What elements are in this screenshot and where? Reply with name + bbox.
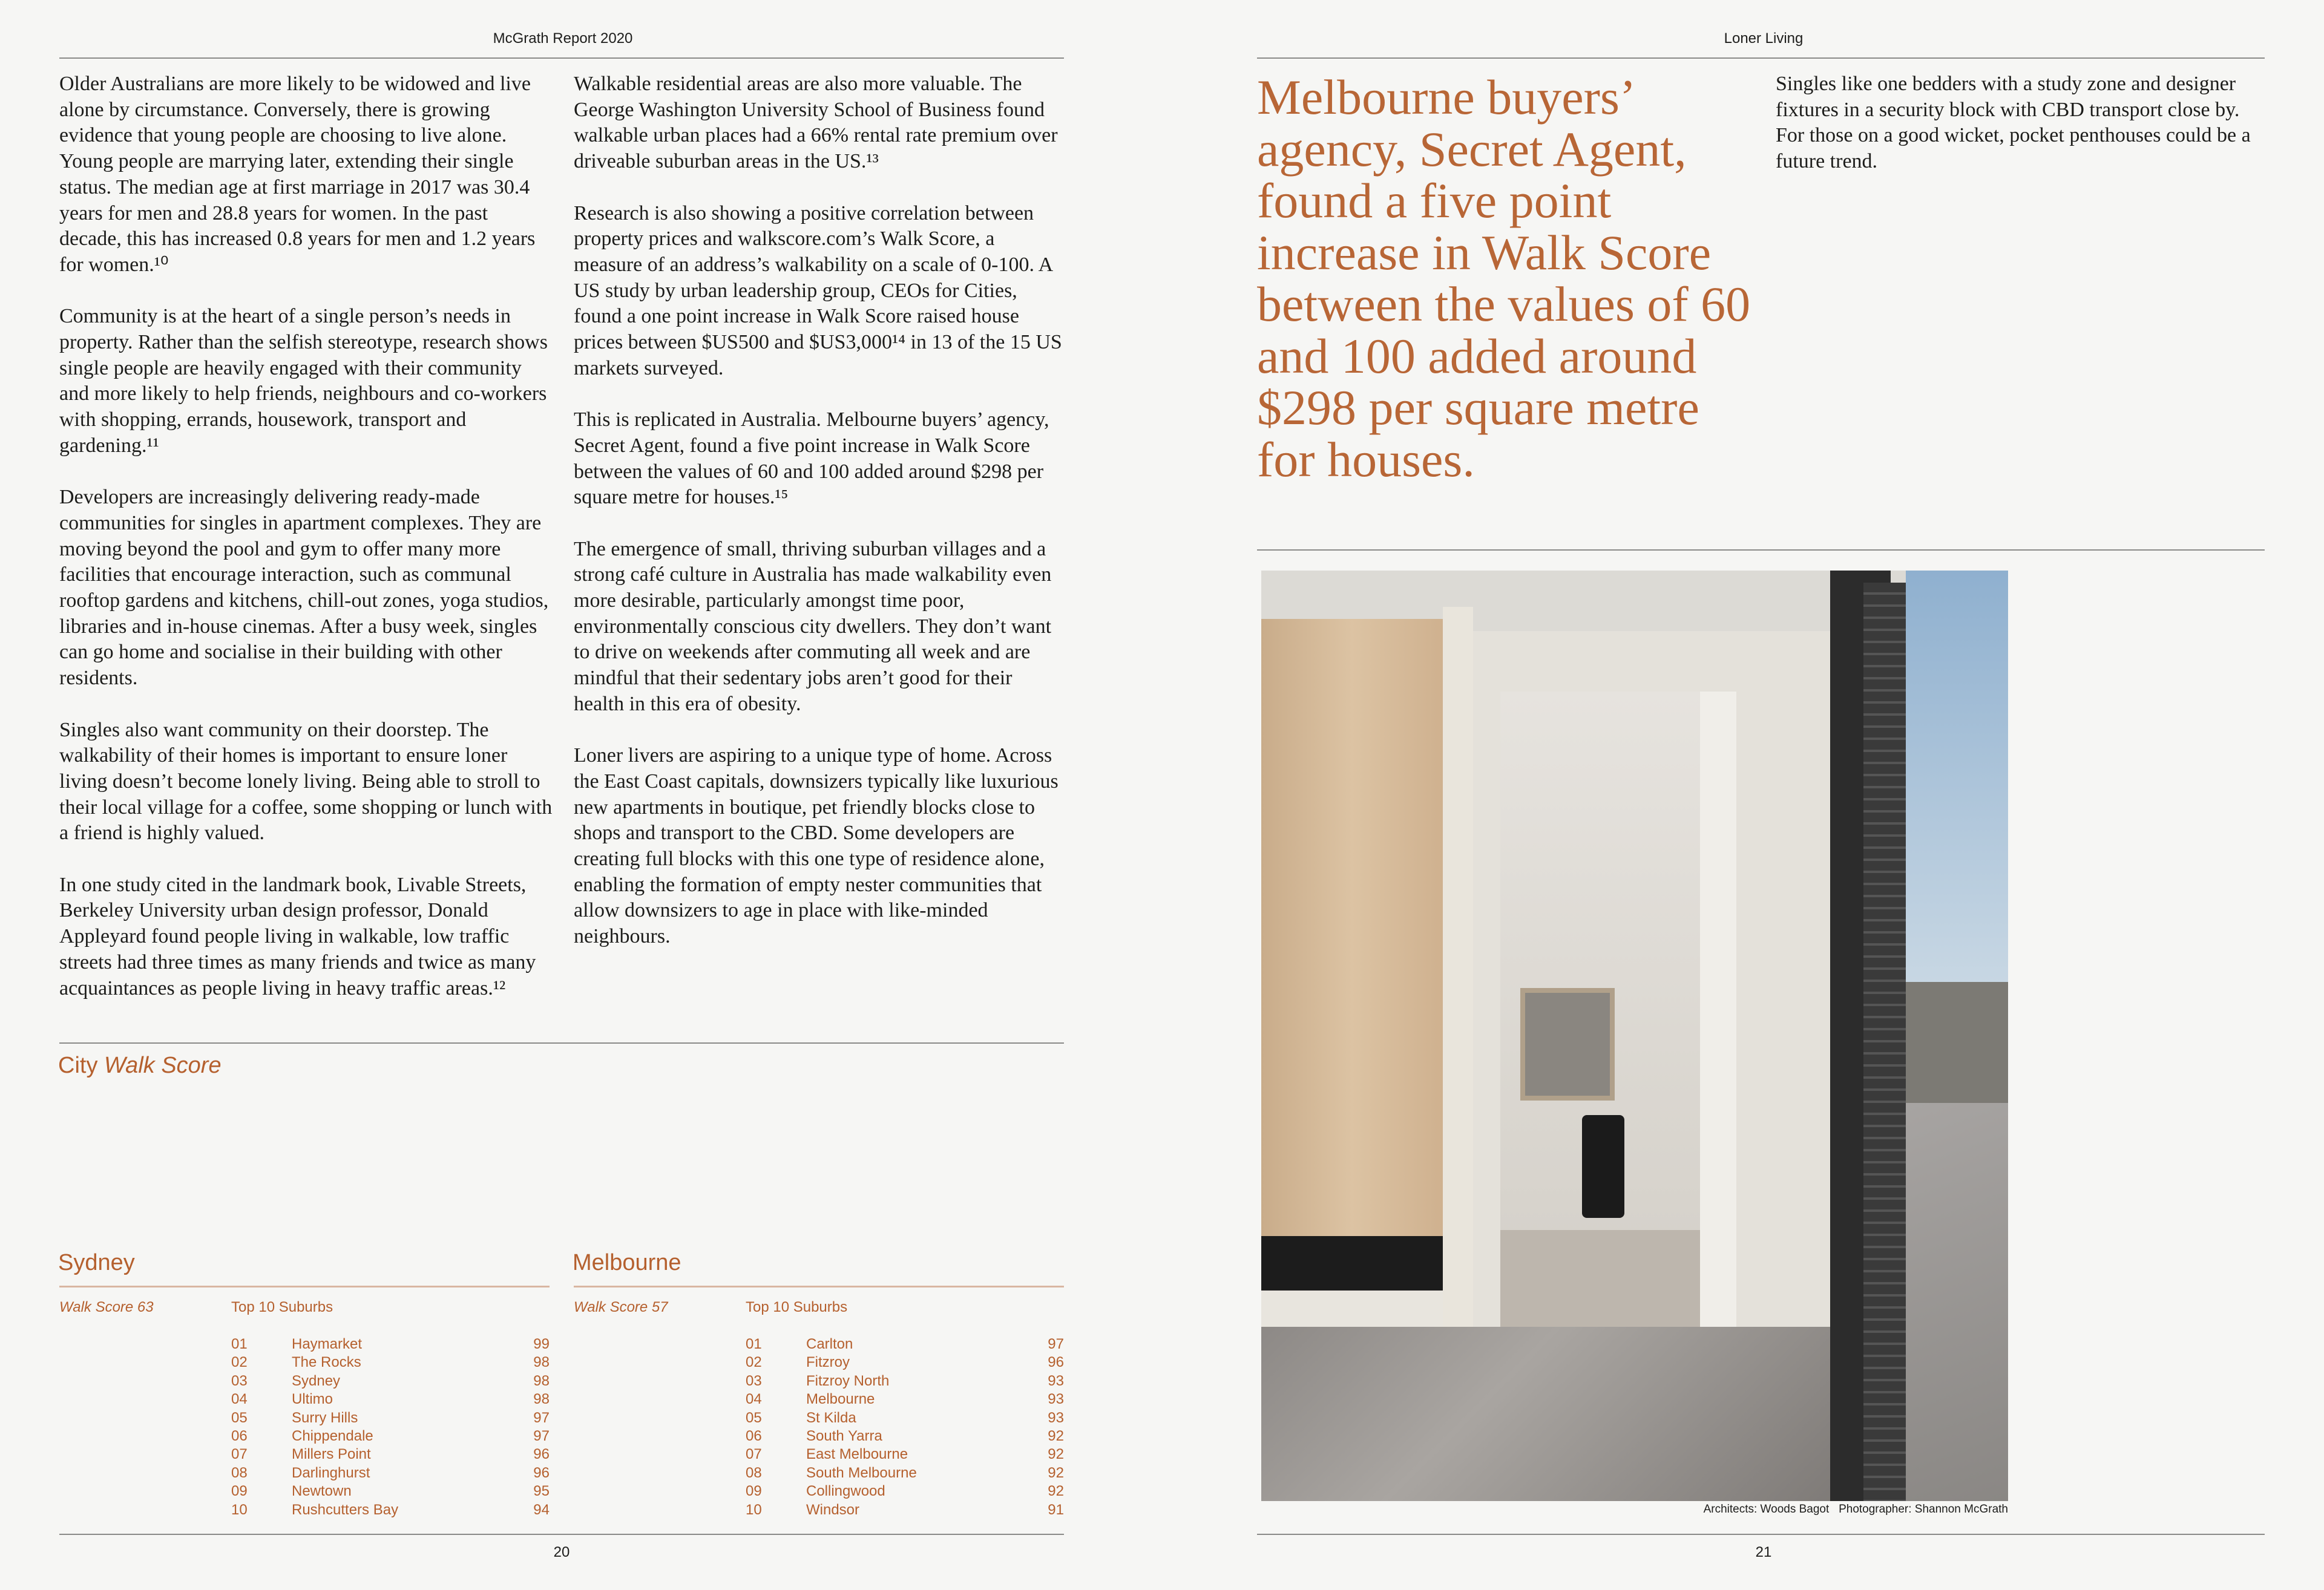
suburb-row <box>231 1373 550 1391</box>
interior-photo <box>1261 571 2008 1501</box>
suburb-row <box>231 1410 550 1428</box>
title-plain: City <box>58 1053 104 1078</box>
running-head-left: McGrath Report 2020 <box>493 30 633 47</box>
suburb-rank: 03 <box>231 1372 248 1389</box>
suburb-rank: 02 <box>746 1354 762 1371</box>
suburb-rank: 10 <box>231 1501 248 1518</box>
suburb-row <box>746 1465 1064 1483</box>
top-suburbs-label: Top 10 Suburbs <box>231 1299 333 1315</box>
door-frame <box>1700 692 1736 1418</box>
fireplace <box>1261 1236 1443 1291</box>
chair <box>1582 1115 1624 1218</box>
suburb-name: Surry Hills <box>292 1409 358 1426</box>
body-paragraph: Research is also showing a positive correlation between property prices and walkscore.com’s Walk Score, a measure of an address’s walkability on a scale of 0-100. A US study by urban leadership group, CEOs for Cities, found a one point increase in Walk Score raised house prices between $US500 and $US3,000¹⁴ in 13 of the 15 US markets surveyed. <box>574 201 1062 379</box>
suburb-row <box>746 1446 1064 1464</box>
suburb-row <box>746 1373 1064 1391</box>
body-paragraph: Singles also want community on their doorstep. The walkability of their homes is important to ensure loner living doesn’t become lonely living. Being able to stroll to their local village for a coffee, some shopping or lunch with a friend is highly valued. <box>59 718 553 845</box>
suburb-row <box>746 1354 1064 1372</box>
suburb-row <box>231 1391 550 1409</box>
suburb-rank: 03 <box>746 1372 762 1389</box>
suburb-row <box>746 1502 1064 1520</box>
suburb-rank: 01 <box>746 1336 762 1352</box>
suburb-score: 94 <box>533 1501 550 1518</box>
suburb-rank: 08 <box>746 1464 762 1481</box>
suburb-name: East Melbourne <box>806 1446 908 1463</box>
suburb-rank: 04 <box>746 1391 762 1408</box>
suburb-score: 98 <box>533 1372 550 1389</box>
suburb-row <box>231 1465 550 1483</box>
suburb-score: 93 <box>1048 1409 1064 1426</box>
city-walk-score: Walk Score 57 <box>574 1299 668 1315</box>
suburb-score: 96 <box>533 1464 550 1481</box>
neighbour-wall <box>1906 982 2008 1103</box>
suburb-row <box>231 1483 550 1501</box>
suburb-score: 97 <box>533 1409 550 1426</box>
suburb-name: The Rocks <box>292 1354 361 1371</box>
pull-quote: Melbourne buyers’ agency, Secret Agent, found a five point increase in Walk Score between the values of 60 and 100 added around $298 per square metre for houses. <box>1257 70 1751 487</box>
suburb-rank: 09 <box>231 1483 248 1500</box>
body-paragraph: In one study cited in the landmark book, Livable Streets, Berkeley University urban design professor, Donald Appleyard found people living in walkable, low traffic streets had three times as many friends and twice as many acquaintances as people living in heavy traffic areas.¹² <box>59 873 536 999</box>
hearth <box>1261 1291 1461 1327</box>
suburb-row <box>231 1446 550 1464</box>
suburb-name: Chippendale <box>292 1428 373 1444</box>
suburb-row <box>231 1336 550 1354</box>
suburb-name: Carlton <box>806 1336 853 1352</box>
suburb-row <box>746 1483 1064 1501</box>
suburb-name: Windsor <box>806 1501 860 1518</box>
suburb-name: St Kilda <box>806 1409 856 1426</box>
suburb-score: 96 <box>1048 1354 1064 1371</box>
city-rule <box>59 1286 550 1287</box>
sky <box>1906 571 2008 994</box>
suburb-name: Millers Point <box>292 1446 371 1463</box>
header-rule-left <box>59 57 1064 59</box>
footer-rule-left <box>59 1534 1064 1535</box>
quote-rule <box>1257 549 2265 551</box>
body-column-1 <box>59 71 553 1027</box>
side-text: Singles like one bedders with a study zone and designer fixtures in a security block with CBD transport close by. For those on a good wicket, pocket penthouses could be a future trend. <box>1776 73 2251 173</box>
suburb-rank: 09 <box>746 1483 762 1500</box>
body-paragraph: Walkable residential areas are also more valuable. The George Washington University School of Business found walkable urban places had a 66% rental rate premium over driveable suburban areas in the US.¹³ <box>574 73 1058 173</box>
suburb-name: Sydney <box>292 1372 341 1389</box>
suburb-rank: 07 <box>231 1446 248 1463</box>
terrace <box>1906 1103 2008 1501</box>
suburb-rank: 10 <box>746 1501 762 1518</box>
suburb-name: Ultimo <box>292 1391 333 1408</box>
suburb-score: 99 <box>533 1336 550 1352</box>
wood-panel <box>1261 619 1443 1236</box>
body-paragraph: Older Australians are more likely to be widowed and live alone by circumstance. Conversely, there is growing evidence that young people are choosing to live alone. Young people are marrying later, extending their single status. The median age at first marriage in 2017 was 30.4 years for men and 28.8 years for women. In the past decade, this has increased 0.8 years for men and 1.2 years for women.¹⁰ <box>59 73 536 276</box>
body-paragraph: The emergence of small, thriving suburban villages and a strong café culture in Australia has made walkability even more desirable, particularly amongst time poor, environmentally conscious city dwellers. They don’t want to drive on weekends after commuting all week and are mindful that their sedentary jobs aren’t good for their health in this era of obesity. <box>574 537 1052 715</box>
suburb-score: 96 <box>533 1446 550 1463</box>
suburb-rank: 06 <box>231 1428 248 1444</box>
photo-caption: Architects: Woods Bagot Photographer: Shannon McGrath <box>1703 1503 2008 1516</box>
suburb-rank: 08 <box>231 1464 248 1481</box>
suburb-row <box>746 1391 1064 1409</box>
suburb-rank: 02 <box>231 1354 248 1371</box>
brick-column <box>1863 583 1906 1501</box>
suburb-row <box>746 1336 1064 1354</box>
suburb-name: Collingwood <box>806 1483 885 1500</box>
suburb-score: 93 <box>1048 1372 1064 1389</box>
suburb-score: 92 <box>1048 1464 1064 1481</box>
footer-rule-right <box>1257 1534 2265 1535</box>
suburb-row <box>746 1410 1064 1428</box>
suburb-name: South Yarra <box>806 1428 882 1444</box>
wall-edge <box>1443 607 1473 1363</box>
stone-floor <box>1261 1327 1830 1501</box>
running-head-right: Loner Living <box>1724 30 1804 47</box>
wall-artwork <box>1520 988 1615 1101</box>
walk-score-section-title <box>58 1053 222 1079</box>
suburb-name: Melbourne <box>806 1391 875 1408</box>
suburb-score: 92 <box>1048 1446 1064 1463</box>
body-paragraph: Loner livers are aspiring to a unique type of home. Across the East Coast capitals, downsizers typically like luxurious new apartments in boutique, pet friendly blocks close to shops and transport to the CBD. Some developers are creating full blocks with this one type of residence alone, enabling the formation of empty nester communities that allow downsizers to age in place with like-minded neighbours. <box>574 744 1059 948</box>
city-heading: Melbourne <box>573 1250 681 1275</box>
city-rule <box>574 1286 1064 1287</box>
suburb-name: Haymarket <box>292 1336 363 1352</box>
body-column-2 <box>574 71 1064 976</box>
suburb-rank: 05 <box>231 1409 248 1426</box>
body-paragraph: Developers are increasingly delivering ready-made communities for singles in apartment complexes. They are moving beyond the pool and gym to offer many more facilities that encourage interaction, such as communal rooftop gardens and kitchens, chill-out zones, yoga studios, libraries and in-house cinemas. After a busy week, singles can go home and socialise in their building with other residents. <box>59 486 549 690</box>
suburb-rank: 07 <box>746 1446 762 1463</box>
header-rule-right <box>1257 57 2265 59</box>
suburb-rank: 06 <box>746 1428 762 1444</box>
body-paragraph: This is replicated in Australia. Melbourne buyers’ agency, Secret Agent, found a five point increase in Walk Score between the values of 60 and 100 added around $298 per square metre for houses.¹⁵ <box>574 408 1049 509</box>
page-number-left: 20 <box>553 1544 570 1560</box>
suburb-row <box>231 1502 550 1520</box>
suburb-score: 97 <box>533 1428 550 1444</box>
city-walk-score: Walk Score 63 <box>59 1299 154 1315</box>
suburb-score: 97 <box>1048 1336 1064 1352</box>
body-paragraph: Community is at the heart of a single person’s needs in property. Rather than the selfish stereotype, research shows single people are heavily engaged with their community and more likely to help friends, neighbours and co-workers with shopping, errands, housework, transport and gardening.¹¹ <box>59 305 548 457</box>
suburb-name: Fitzroy North <box>806 1372 890 1389</box>
suburb-rank: 01 <box>231 1336 248 1352</box>
suburb-score: 92 <box>1048 1483 1064 1500</box>
suburb-row <box>746 1428 1064 1446</box>
section-rule <box>59 1042 1064 1044</box>
page-number-right: 21 <box>1755 1544 1772 1560</box>
suburb-score: 93 <box>1048 1391 1064 1408</box>
top-suburbs-label: Top 10 Suburbs <box>746 1299 848 1315</box>
suburb-name: Rushcutters Bay <box>292 1501 399 1518</box>
suburb-score: 91 <box>1048 1501 1064 1518</box>
suburb-score: 95 <box>533 1483 550 1500</box>
suburb-name: South Melbourne <box>806 1464 917 1481</box>
suburb-rank: 05 <box>746 1409 762 1426</box>
suburb-score: 92 <box>1048 1428 1064 1444</box>
suburb-name: Fitzroy <box>806 1354 850 1371</box>
suburb-row <box>231 1428 550 1446</box>
suburb-rank: 04 <box>231 1391 248 1408</box>
city-heading: Sydney <box>58 1250 135 1275</box>
suburb-score: 98 <box>533 1391 550 1408</box>
title-italic: Walk Score <box>104 1053 222 1078</box>
suburb-row <box>231 1354 550 1372</box>
suburb-name: Darlinghurst <box>292 1464 370 1481</box>
suburb-score: 98 <box>533 1354 550 1371</box>
suburb-name: Newtown <box>292 1483 352 1500</box>
